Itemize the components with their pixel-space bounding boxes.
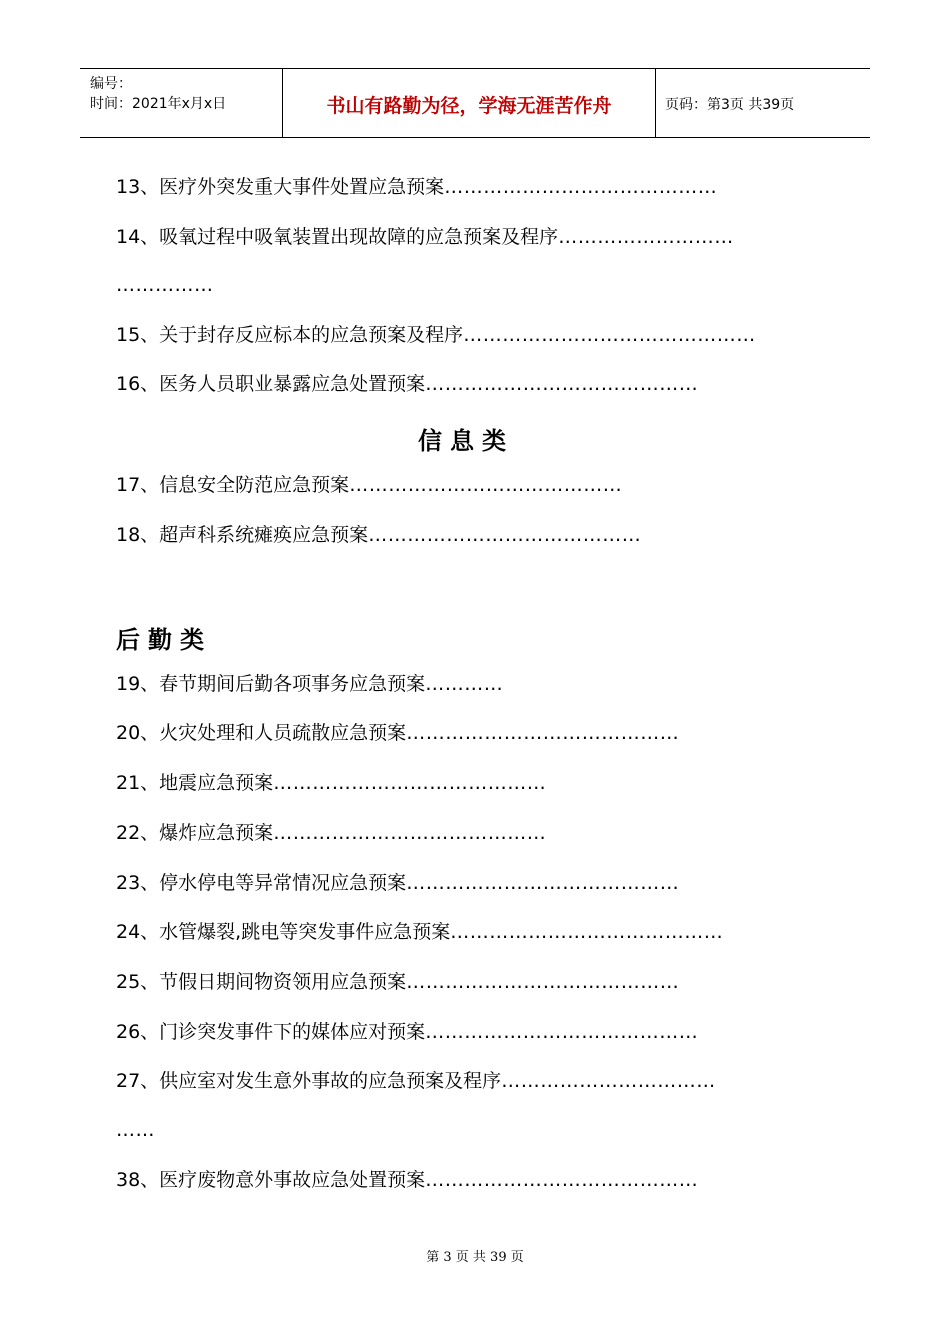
- toc-item: [116, 225, 734, 249]
- toc-item-leader: ……………………………………: [273, 822, 547, 844]
- toc-item-continuation: [116, 273, 214, 297]
- toc-item-text: 22、爆炸应急预案: [116, 822, 274, 844]
- toc-item-leader: ………………………………………: [463, 324, 756, 346]
- header-page-info: 页码：第3页 共39页: [665, 97, 795, 113]
- section-heading-info: 信息类: [418, 427, 514, 455]
- toc-item: [116, 175, 717, 199]
- toc-item-leader: ……………………………………: [425, 1021, 699, 1043]
- toc-item-text: 24、水管爆裂,跳电等突发事件应急预案: [116, 921, 451, 943]
- toc-item-leader: ……………………………: [501, 1070, 716, 1092]
- toc-item-text: 21、地震应急预案: [116, 772, 274, 794]
- document-time-label: 时间：2021年x月x日: [90, 96, 227, 112]
- toc-item: [116, 672, 503, 696]
- toc-item-text: 15、关于封存反应标本的应急预案及程序: [116, 324, 464, 346]
- toc-item-leader: ……………: [116, 274, 214, 296]
- toc-item-continuation: [116, 1118, 155, 1142]
- section-heading-logistics: 后勤类: [116, 626, 212, 654]
- toc-item: [116, 871, 679, 895]
- toc-item-leader: ……………………………………: [406, 722, 680, 744]
- toc-item-leader: ……………………………………: [425, 373, 699, 395]
- toc-item-leader: ……………………………………: [425, 1169, 699, 1191]
- toc-item-text: 27、供应室对发生意外事故的应急预案及程序: [116, 1070, 502, 1092]
- toc-item: [116, 920, 723, 944]
- header-right-cell: [655, 69, 870, 137]
- toc-item-text: 25、节假日期间物资领用应急预案: [116, 971, 407, 993]
- toc-item-text: 38、医疗废物意外事故应急处置预案: [116, 1169, 426, 1191]
- header-middle-cell: [282, 69, 656, 137]
- toc-item: [116, 523, 641, 547]
- header-motto: 书山有路勤为径，学海无涯苦作舟: [326, 95, 612, 117]
- toc-item-text: 17、信息安全防范应急预案: [116, 474, 350, 496]
- toc-item-text: 16、医务人员职业暴露应急处置预案: [116, 373, 426, 395]
- toc-item: [116, 372, 698, 396]
- toc-item: [116, 821, 546, 845]
- toc-item-leader: ……………………………………: [450, 921, 724, 943]
- toc-item-text: 14、吸氧过程中吸氧装置出现故障的应急预案及程序: [116, 226, 559, 248]
- document-number-label: 编号：: [90, 76, 132, 92]
- toc-item-leader: ……………………………………: [406, 971, 680, 993]
- page-footer: 第 3 页 共 39 页: [426, 1250, 524, 1265]
- toc-item-text: 13、医疗外突发重大事件处置应急预案: [116, 176, 445, 198]
- toc-item-text: 18、超声科系统瘫痪应急预案: [116, 524, 369, 546]
- header-left-cell: [80, 69, 282, 137]
- toc-item-text: 26、门诊突发事件下的媒体应对预案: [116, 1021, 426, 1043]
- toc-item: [116, 771, 546, 795]
- toc-item-leader: ……………………………………: [273, 772, 547, 794]
- toc-item-leader: ……………………………………: [368, 524, 642, 546]
- toc-item-leader: ………………………: [558, 226, 734, 248]
- toc-item-leader: …………: [425, 673, 504, 695]
- toc-item-leader: ……………………………………: [444, 176, 718, 198]
- toc-item-leader: ……………………………………: [349, 474, 623, 496]
- page-header: [80, 68, 870, 138]
- toc-item-leader: ……: [116, 1119, 155, 1141]
- toc-item-text: 23、停水停电等异常情况应急预案: [116, 872, 407, 894]
- toc-item: [116, 1168, 698, 1192]
- toc-item: [116, 1069, 716, 1093]
- toc-item: [116, 1020, 698, 1044]
- toc-item: [116, 721, 679, 745]
- toc-item-text: 20、火灾处理和人员疏散应急预案: [116, 722, 407, 744]
- toc-item: [116, 970, 679, 994]
- toc-item: [116, 323, 756, 347]
- toc-item-leader: ……………………………………: [406, 872, 680, 894]
- toc-item: [116, 473, 622, 497]
- toc-item-text: 19、春节期间后勤各项事务应急预案: [116, 673, 426, 695]
